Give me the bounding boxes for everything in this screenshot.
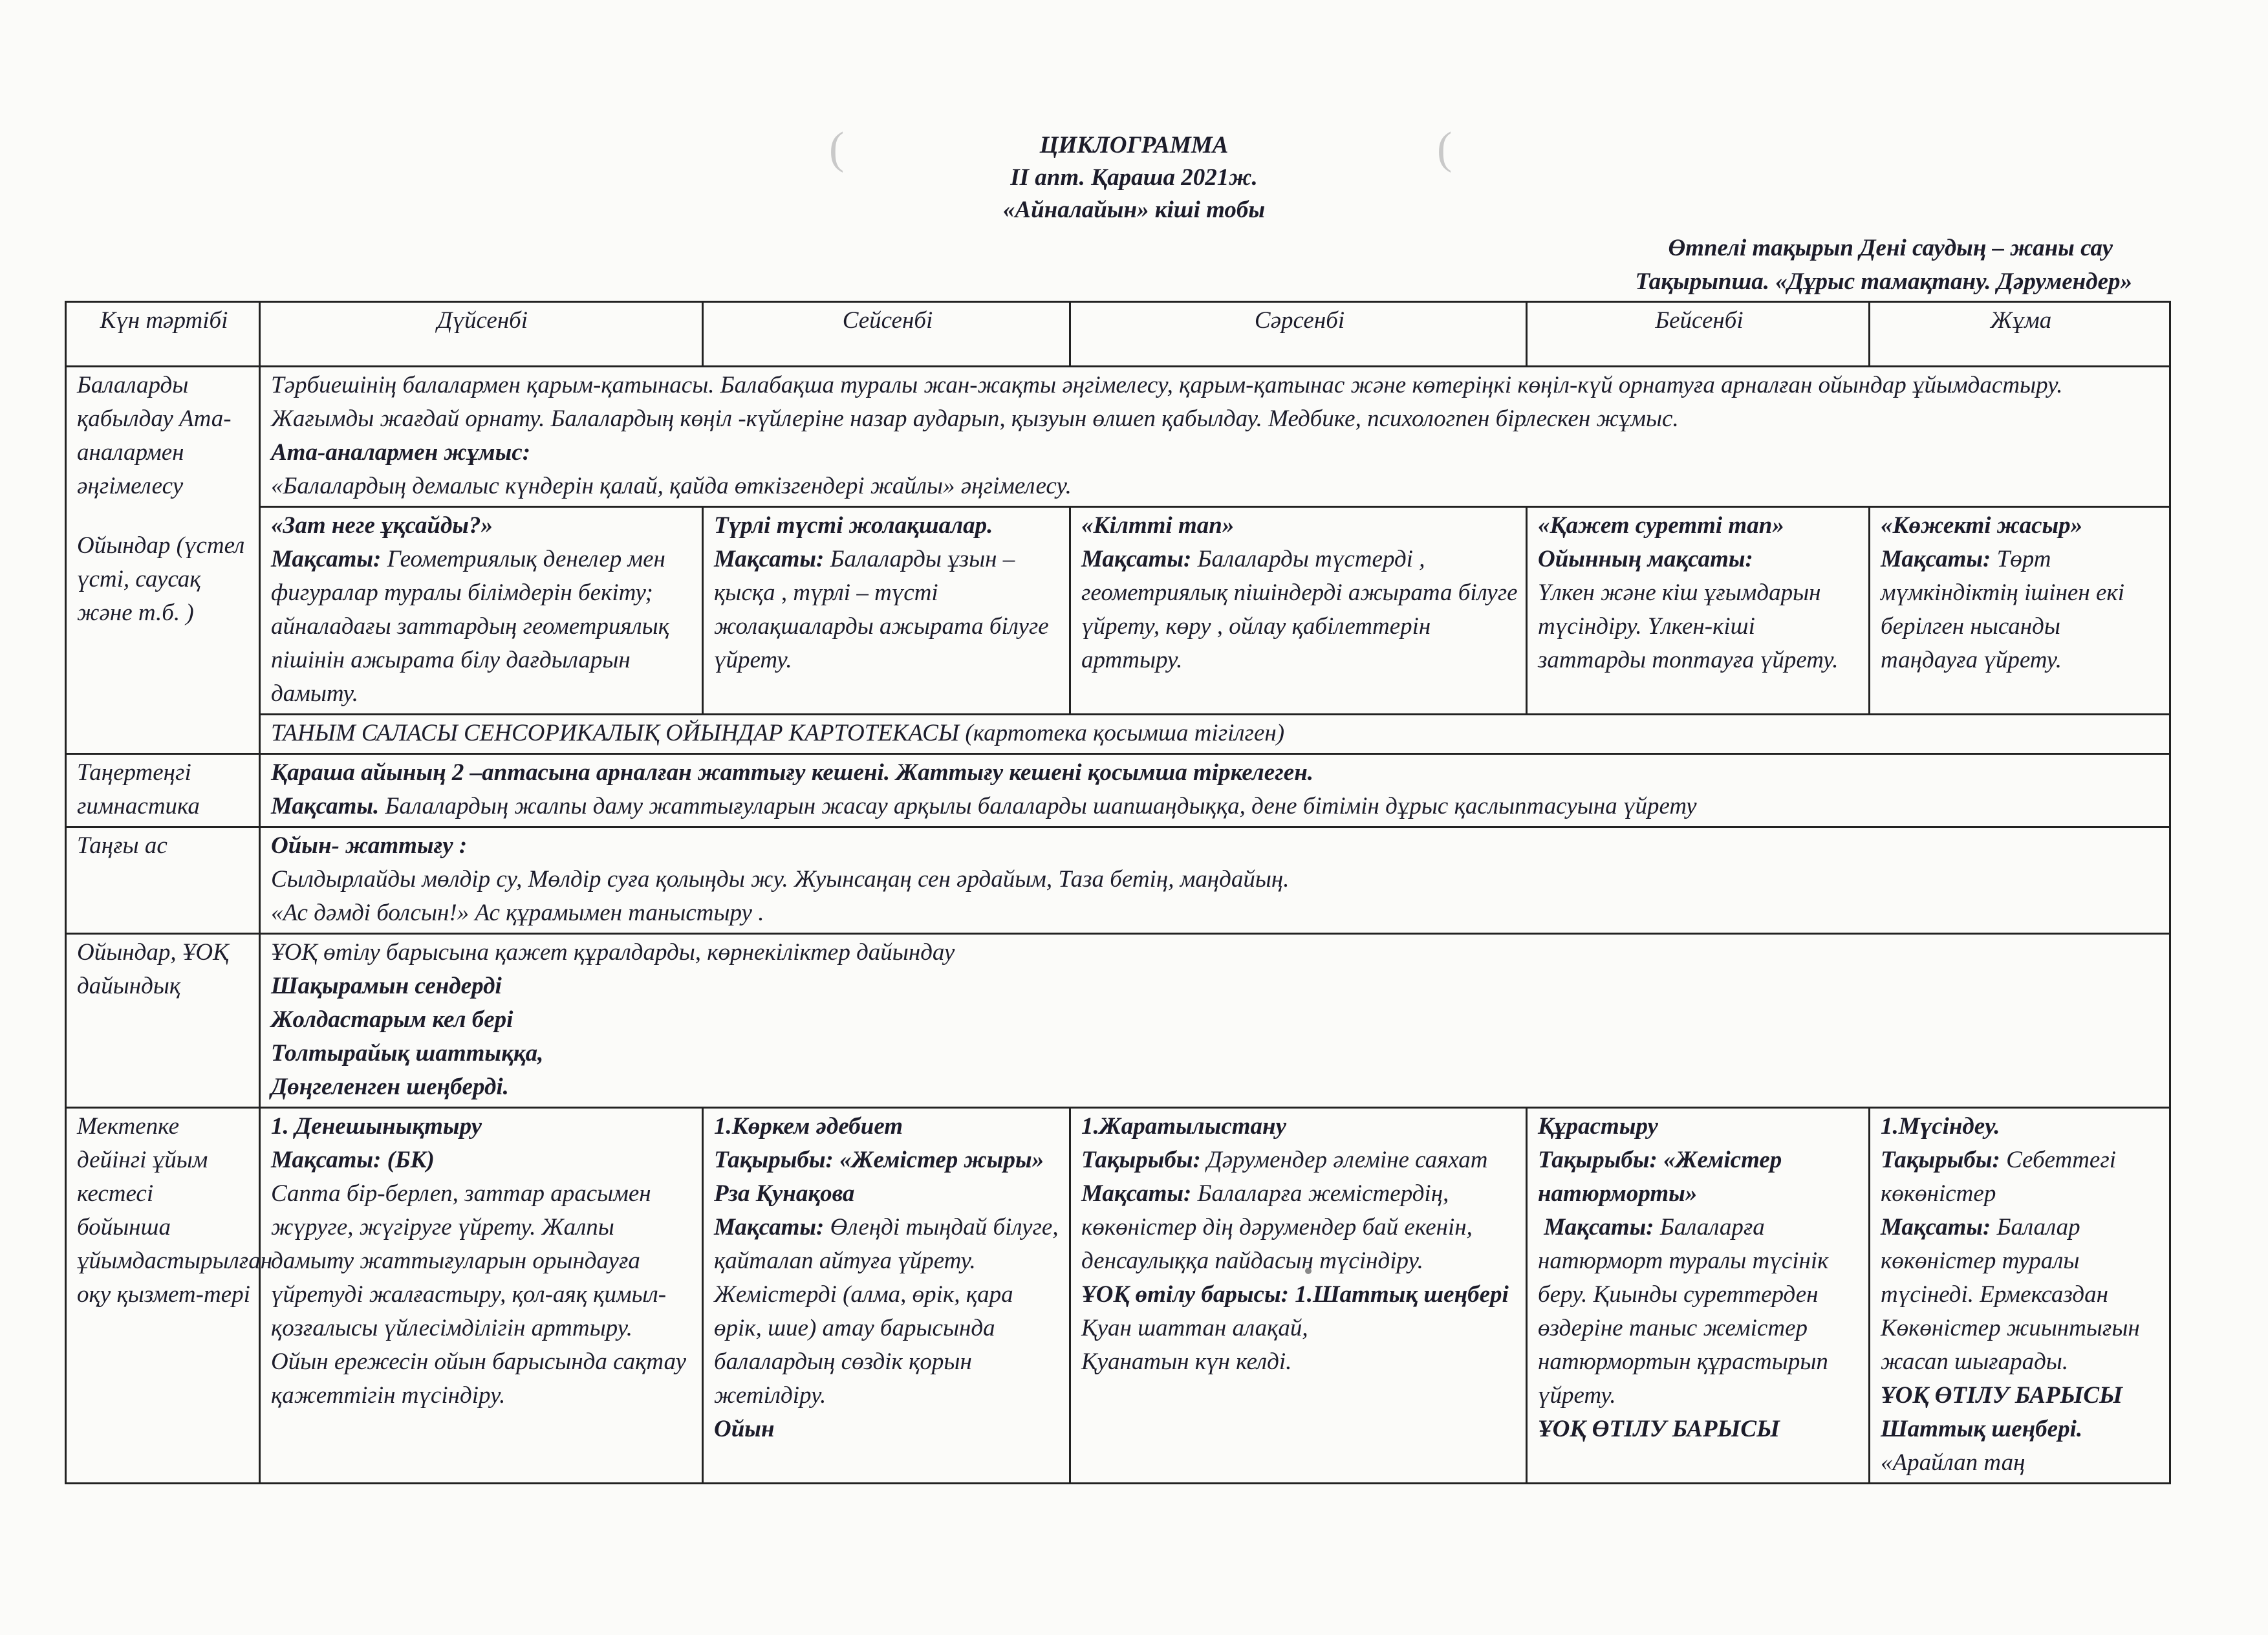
goal-label: Мақсаты: [1881,546,1991,572]
scan-mark-right: ( [1437,124,1453,173]
breakfast-line: «Ас дәмді болсын!» Ас құрамымен таныстыру . [271,900,764,926]
topic-label: Тақырыбы: [714,1147,834,1173]
games-thursday [1527,507,1870,715]
goal-label: Мақсаты: [1081,546,1192,572]
reception-games-label-cell [66,367,260,754]
reception-text: Тәрбиешінің балалармен қарым-қатынасы. Балабақша туралы жан-жақты әңгімелесу, қарым-қатынас және көтеріңкі көңіл-күй орнатуға арналған ойындар ұйымдастыру. Жағымды жағдай орнату. Балалардың көңіл -күйлеріне назар аударып, қызуын өлшеп қабылдау. Медбике, психологпен бірлескен жұмыс. [271,372,2063,432]
prep-poem-line: Жолдастарым кел бері [271,1006,513,1033]
lesson-subject: 1.Жаратылыстану [1081,1113,1286,1140]
lessons-label: Мектепке дейінгі ұйым кестесі бойынша ұйымдастырылған оқу қызмет-тері [66,1108,260,1484]
lesson-wednesday [1070,1108,1527,1484]
goal-label: Мақсаты. [271,793,380,819]
prep-poem-line: Шақырамын сендерді [271,973,502,999]
game-title: «Көжекті жасыр» [1881,512,2083,539]
col-header-thursday: Бейсенбі [1527,302,1870,367]
game-title: «Зат неге ұқсайды?» [271,512,493,539]
goal-text: Балаларды түстерді , геометриялық пішіндерді ажырата білуге үйрету, көру , ойлау қабілеттерін арттыру. [1081,546,1518,673]
games-monday [260,507,703,715]
gymnastics-row [66,754,2170,827]
parents-text: «Балалардың демалыс күндерін қалай, қайда өткізгендері жайлы» әңгімелесу. [271,473,1072,499]
goal-text: Балалар көкөністер туралы түсінеді. Ермексаздан Көкөністер жиынтығын жасап шығарады. [1881,1214,2140,1375]
page-title: ЦИКЛОГРАММА [1039,132,1229,158]
poem-line: Қуан шаттан алақай, [1081,1315,1308,1341]
games-row [66,507,2170,715]
breakfast-title: Ойын- жаттығу : [271,832,468,859]
goal-text: Үлкен және кіш ұғымдарын түсіндіру. Үлкен-кіші заттарды топтауға үйрету. [1538,579,1839,673]
lesson-monday [260,1108,703,1484]
goal-label: Мақсаты: [714,1214,825,1240]
reception-cell [260,367,2170,507]
lesson-thursday [1527,1108,1870,1484]
gymnastics-line: Қараша айының 2 –аптасына арналған жаттығу кешені. Жаттығу кешені қосымша тіркелеген. [271,759,1314,786]
goal-label: Мақсаты: [271,546,382,572]
col-header-friday: Жұма [1870,302,2170,367]
col-header-wednesday: Сәрсенбі [1070,302,1527,367]
topic-text: Себеттегі көкөністер [1881,1147,2117,1207]
poem-line: «Арайлап таң [1881,1449,2025,1476]
subtheme: Тақырыпша. «Дұрыс тамақтану. Дәрумендер» [1635,268,2132,295]
topic-text: Дәрумендер әлеміне саяхат [1207,1147,1488,1173]
breakfast-row [66,827,2170,934]
goal-text: Балаларды ұзын – қысқа , түрлі – түсті жолақшаларды ажырата білуге үйрету. [714,546,1049,673]
topic-text: «Жемістер натюрморты» [1538,1147,1782,1207]
lesson-process: ҰОҚ өтілу барысы: 1.Шаттық шеңбері [1081,1281,1509,1308]
breakfast-cell [260,827,2170,934]
lesson-subject: 1.Көркем әдебиет [714,1113,903,1140]
document-header [0,129,2268,226]
lessons-row [66,1108,2170,1484]
col-header-schedule: Күн тәртібі [66,302,260,367]
lesson-process: ҰОҚ ӨТІЛУ БАРЫСЫ [1538,1416,1780,1442]
goal-text: Балаларға жемістердің, көкөністер дің дәрумендер бай екенін, денсаулыққа пайдасын түсіндіру. [1081,1180,1473,1274]
parents-label: Ата-аналармен жұмыс: [271,439,531,466]
game-title: Түрлі түсті жолақшалар. [714,512,993,539]
lesson-friday [1870,1108,2170,1484]
prep-label: Ойындар, ҰОҚ дайындық [66,934,260,1108]
cyclogram-table [65,301,2171,1484]
lesson-text: Сапта бір-берлеп, заттар арасымен жүруге, жүгіруге үйрету. Жалпы дамыту жаттығуларын орындауға үйретуді жалғастыру, қол-аяқ қимыл-қозғалысы үйлесімділігін арттыру. Ойын ережесін ойын барысында сақтау қажеттігін түсіндіру. [271,1180,686,1409]
lesson-process: ҰОҚ ӨТІЛУ БАРЫСЫ [1881,1382,2122,1409]
games-tuesday [703,507,1070,715]
games-wednesday [1070,507,1527,715]
prep-cell [260,934,2170,1108]
reception-row [66,367,2170,507]
game-title: «Қажет суретті тап» [1538,512,1784,539]
topic-label: Тақырыбы: [1081,1147,1201,1173]
transition-theme: Өтпелі тақырып Дені саудың – жаны сау [1668,235,2113,261]
topic-text: «Жемістер жыры» Рза Қунақова [714,1147,1044,1207]
game-title: «Кілтті тап» [1081,512,1235,539]
goal-text: Төрт мүмкіндіктің ішінен екі берілген нысанды таңдауға үйрету. [1881,546,2124,673]
lesson-subject: 1. Денешынықтыру [271,1113,482,1140]
prep-poem-line: Дөңгеленген шеңберді. [271,1074,509,1100]
goal-text: Балалардың жалпы даму жаттығуларын жасау арқылы балаларды шапшаңдыққа, дене бітімін дұрыс қаслыптасуына үйрету [385,793,1697,819]
goal-label: Мақсаты: [1081,1180,1192,1207]
card-file-note: (картотека қосымша тігілген) [965,720,1285,746]
gymnastics-label: Таңертеңгі гимнастика [66,754,260,827]
group-line: «Айналайын» кіші тобы [1002,197,1266,223]
topic-label: Тақырыбы: [1881,1147,2000,1173]
lesson-tail: Ойын [714,1416,775,1442]
goal-label: Мақсаты: [1881,1214,1991,1240]
scan-mark-left: ( [829,124,845,173]
lesson-tuesday [703,1108,1070,1484]
games-label: Ойындар (үстел үсті, саусақ және т.б. ) [77,532,245,626]
col-header-monday: Дүйсенбі [260,302,703,367]
goal-label: Мақсаты: (БК) [271,1147,435,1173]
table-header-row [66,302,2170,367]
breakfast-poem: Сылдырлайды мөлдір су, Мөлдір суға қолыңды жу. Жуынсаңаң сен әрдайым, Таза бетің, маңдайың. [271,866,1290,893]
lesson-subject: 1.Мүсіндеу. [1881,1113,2000,1140]
circle-title: Шаттық шеңбері. [1881,1416,2083,1442]
poem-line: Қуанатын күн келді. [1081,1348,1292,1375]
goal-label: Мақсаты: [1544,1214,1654,1240]
card-file-title: ТАНЫМ САЛАСЫ СЕНСОРИКАЛЫҚ ОЙЫНДАР КАРТОТЕКАСЫ [271,720,960,746]
topic-label: Тақырыбы: [1538,1147,1658,1173]
goal-text: Геометриялық денелер мен фигуралар туралы білімдерін бекіту; айналадағы заттардың геометриялық пішінін ажырата білу дағдыларын дамыту. [271,546,670,707]
reception-label: Балаларды қабылдау Ата-аналармен әңгімелесу [77,372,232,499]
goal-text: Өлеңді тыңдай білуге, қайталап айтуға үйрету. Жемістерді (алма, өрік, қара өрік, шие) атау барысында балалардың сөздік қорын жетілдіру. [714,1214,1059,1409]
breakfast-label: Таңғы ас [66,827,260,934]
games-footer-cell [260,715,2170,754]
week-line: ІІ апт. Қараша 2021ж. [1010,164,1258,191]
goal-text: Балаларға натюрморт туралы түсінік беру. Қиынды суреттерден өздеріне таныс жемістер натюрмортын құрастырып үйрету. [1538,1214,1829,1409]
goal-label: Ойынның мақсаты: [1538,546,1753,572]
prep-poem-line: Толтырайық шаттыққа, [271,1040,544,1067]
gymnastics-cell [260,754,2170,827]
theme-block [1635,232,2132,299]
games-friday [1870,507,2170,715]
lesson-subject: Құрастыру [1538,1113,1658,1140]
prep-row [66,934,2170,1108]
prep-line: ҰОҚ өтілу барысына қажет құралдарды, көрнекіліктер дайындау [271,939,955,966]
col-header-tuesday: Сейсенбі [703,302,1070,367]
games-footer-row [66,715,2170,754]
goal-label: Мақсаты: [714,546,825,572]
